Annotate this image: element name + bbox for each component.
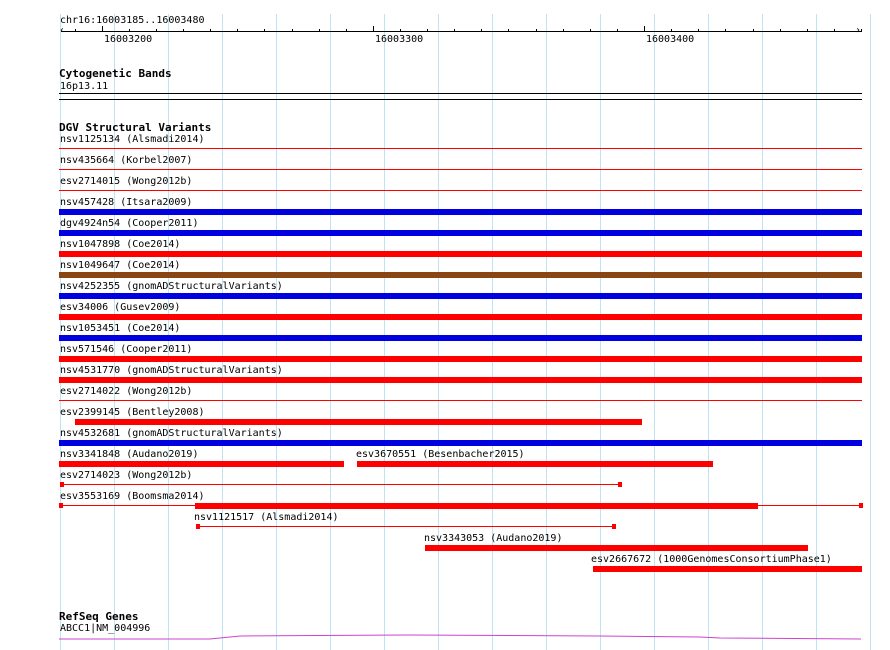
variant-label[interactable]: nsv457428 (Itsara2009) (60, 197, 193, 208)
variant-label[interactable]: esv2667672 (1000GenomesConsortiumPhase1) (591, 554, 832, 565)
variant-bar[interactable] (425, 545, 808, 551)
ruler-tick (319, 29, 320, 32)
variant-label[interactable]: nsv1125134 (Alsmadi2014) (60, 134, 205, 145)
ruler-left-arrow-icon: ‹ (59, 25, 66, 36)
variant-label[interactable]: esv2714023 (Wong2012b) (60, 470, 193, 481)
grid-line (222, 14, 223, 650)
variant-label[interactable]: dgv4924n54 (Cooper2011) (60, 218, 199, 229)
variant-end-mark[interactable] (618, 482, 622, 487)
variant-label[interactable]: nsv571546 (Cooper2011) (60, 344, 193, 355)
cytoband-label: 16p13.11 (60, 81, 109, 92)
variant-label[interactable]: nsv3341848 (Audano2019) (60, 449, 199, 460)
ruler-tick (536, 29, 537, 32)
variant-line[interactable] (59, 169, 862, 170)
variant-bar[interactable] (59, 209, 862, 215)
variant-label[interactable]: nsv3343053 (Audano2019) (424, 533, 563, 544)
variant-bar[interactable] (59, 440, 862, 446)
variant-end-mark[interactable] (859, 503, 863, 508)
ruler-tick (725, 29, 726, 32)
variant-label[interactable]: esv3553169 (Boomsma2014) (60, 491, 205, 502)
variant-bar[interactable] (59, 335, 862, 341)
variant-bar[interactable] (59, 461, 344, 467)
ruler-tick (780, 29, 781, 32)
variant-label[interactable]: nsv1047898 (Coe2014) (60, 239, 181, 250)
ruler-axis (61, 31, 861, 32)
variant-bar[interactable] (59, 314, 862, 320)
variant-end-mark[interactable] (612, 524, 616, 529)
ruler-tick (807, 29, 808, 32)
ruler-tick (346, 29, 347, 32)
gene-model[interactable] (0, 630, 890, 642)
variant-line[interactable] (59, 148, 862, 149)
grid-line (870, 14, 871, 650)
variant-label[interactable]: esv2714022 (Wong2012b) (60, 386, 193, 397)
grid-line (330, 14, 331, 650)
ruler-tick (427, 29, 428, 32)
dgv-title: DGV Structural Variants (59, 121, 212, 134)
gene-line[interactable] (59, 635, 861, 639)
ruler-tick (454, 29, 455, 32)
variant-label[interactable]: nsv4252355 (gnomADStructuralVariants) (60, 281, 283, 292)
ruler-tick (373, 26, 374, 32)
variant-label[interactable]: esv2399145 (Bentley2008) (60, 407, 205, 418)
variant-line[interactable] (197, 526, 614, 527)
ruler-tick (237, 29, 238, 32)
variant-end-mark[interactable] (196, 524, 200, 529)
ruler-tick (129, 29, 130, 32)
cytoband-line-top (59, 93, 862, 94)
variant-label[interactable]: esv34006 (Gusev2009) (60, 302, 181, 313)
variant-bar[interactable] (59, 377, 862, 383)
variant-bar[interactable] (59, 356, 862, 362)
grid-line (384, 14, 385, 650)
ruler-tick (834, 29, 835, 32)
coordinate-label: chr16:16003185..16003480 (60, 15, 205, 26)
ruler-tick (671, 29, 672, 32)
ruler-tick (210, 29, 211, 32)
ruler-tick (400, 29, 401, 32)
ruler-tick (102, 26, 103, 32)
gene-label[interactable]: ABCC1|NM_004996 (60, 623, 151, 634)
ruler-tick (264, 29, 265, 32)
variant-label[interactable]: nsv1053451 (Coe2014) (60, 323, 181, 334)
grid-line (276, 14, 277, 650)
ruler-tick (590, 29, 591, 32)
variant-end-mark[interactable] (60, 482, 64, 487)
variant-bar[interactable] (75, 419, 642, 425)
grid-line (546, 14, 547, 650)
ruler-right-arrow-icon: › (855, 25, 862, 36)
variant-bar[interactable] (195, 503, 758, 509)
cytoband-line-bottom (59, 99, 862, 100)
variant-bar[interactable] (59, 230, 862, 236)
variant-bar[interactable] (357, 461, 713, 467)
ruler-tick (292, 29, 293, 32)
cytobands-title: Cytogenetic Bands (59, 67, 172, 80)
grid-line (492, 14, 493, 650)
variant-label[interactable]: nsv4531770 (gnomADStructuralVariants) (60, 365, 283, 376)
ruler-tick (156, 29, 157, 32)
ruler-tick-label: 16003300 (375, 34, 424, 45)
variant-bar[interactable] (59, 272, 862, 278)
ruler-tick (861, 29, 862, 32)
variant-label[interactable]: nsv435664 (Korbel2007) (60, 155, 193, 166)
refseq-title: RefSeq Genes (59, 610, 139, 623)
variant-bar[interactable] (593, 566, 862, 572)
ruler-tick (75, 29, 76, 32)
ruler-tick (183, 29, 184, 32)
variant-line[interactable] (61, 484, 620, 485)
variant-label[interactable]: nsv4532681 (gnomADStructuralVariants) (60, 428, 283, 439)
variant-label[interactable]: esv3670551 (Besenbacher2015) (356, 449, 525, 460)
variant-bar[interactable] (59, 293, 862, 299)
variant-label[interactable]: esv2714015 (Wong2012b) (60, 176, 193, 187)
ruler-tick (753, 29, 754, 32)
ruler-tick (508, 29, 509, 32)
variant-bar[interactable] (59, 251, 862, 257)
variant-line[interactable] (59, 190, 862, 191)
ruler-tick-label: 16003200 (104, 34, 153, 45)
ruler-tick-label: 16003400 (646, 34, 695, 45)
variant-label[interactable]: nsv1121517 (Alsmadi2014) (194, 512, 339, 523)
variant-label[interactable]: nsv1049647 (Coe2014) (60, 260, 181, 271)
ruler-tick (563, 29, 564, 32)
ruler-tick (481, 29, 482, 32)
grid-line (438, 14, 439, 650)
ruler-tick (698, 29, 699, 32)
variant-line[interactable] (59, 400, 862, 401)
variant-end-mark[interactable] (59, 503, 63, 508)
ruler-tick (644, 26, 645, 32)
ruler-tick (617, 29, 618, 32)
